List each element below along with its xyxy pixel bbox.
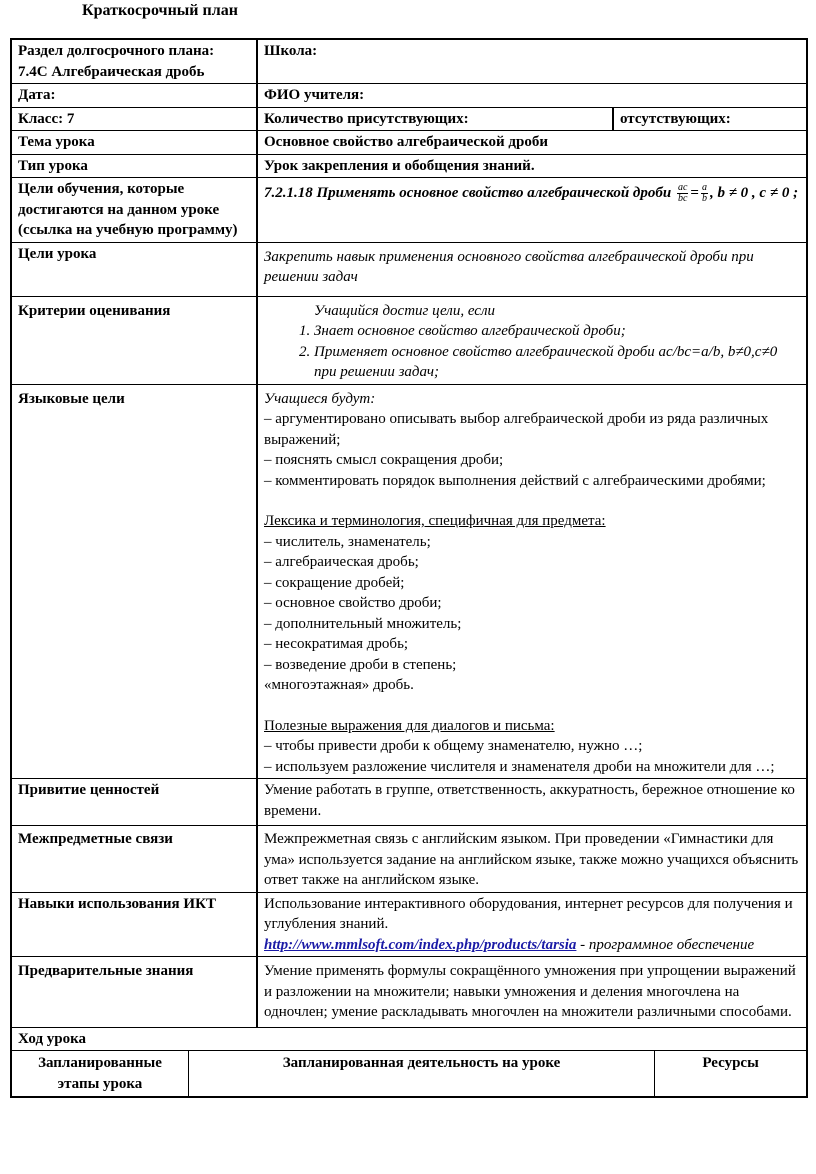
progress-label: Ход урока bbox=[11, 1027, 807, 1051]
language-goal: – комментировать порядок выполнения действий с алгебраическими дробями; bbox=[264, 472, 766, 489]
row-progress bbox=[11, 1027, 807, 1051]
ict-label: Навыки использования ИКТ bbox=[11, 892, 257, 957]
planned-activity-header: Запланированная деятельность на уроке bbox=[188, 1051, 654, 1096]
row-grade bbox=[11, 107, 807, 131]
planned-stages-header: Запланированные этапы урока bbox=[12, 1051, 188, 1096]
language-intro: Учащиеся будут: bbox=[264, 390, 376, 407]
topic-label: Тема урока bbox=[11, 131, 257, 155]
prior-knowledge-label: Предварительные знания bbox=[11, 957, 257, 1028]
lexicon-heading: Лексика и терминология, специфичная для предмета: bbox=[264, 513, 606, 529]
criteria-list bbox=[264, 321, 800, 383]
criteria-head: Учащийся достиг цели, если bbox=[314, 302, 495, 319]
row-type bbox=[11, 154, 807, 178]
row-lesson-goals bbox=[11, 242, 807, 296]
row-prior-knowledge bbox=[11, 957, 807, 1028]
values-value: Умение работать в группе, ответственность, аккуратность, бережное отношение ко времени. bbox=[257, 779, 807, 826]
present-count-field: Количество присутствующих: bbox=[257, 107, 613, 131]
language-value bbox=[257, 384, 807, 779]
lexicon-item: – сокращение дробей; bbox=[264, 574, 405, 591]
objectives-label: Цели обучения, которые достигаются на данном уроке (ссылка на учебную программу) bbox=[11, 178, 257, 243]
row-values bbox=[11, 779, 807, 826]
phrases-heading: Полезные выражения для диалогов и письма: bbox=[264, 717, 555, 734]
language-goal: – пояснять смысл сокращения дроби; bbox=[264, 452, 504, 468]
values-label: Привитие ценностей bbox=[11, 779, 257, 826]
bottom-header-table bbox=[12, 1051, 806, 1096]
ict-value: Использование интерактивного оборудования, интернет ресурсов для получения и углубления знаний. http://www.mmlsoft.com/index.php/products/tarsia - программное обеспечение bbox=[257, 892, 807, 957]
lexicon-item: – основное свойство дроби; bbox=[264, 595, 442, 611]
lesson-goals-value: Закрепить навык применения основного свойства алгебраической дроби при решении задач bbox=[257, 242, 807, 296]
lexicon-item: «многоэтажная» дробь. bbox=[264, 677, 414, 693]
type-label: Тип урока bbox=[11, 154, 257, 178]
phrase-item: – используем разложение числителя и знаменателя дроби на множители для …; bbox=[264, 758, 775, 775]
language-label: Языковые цели bbox=[11, 384, 257, 779]
lexicon-item: – возведение дроби в степень; bbox=[264, 656, 457, 673]
school-field: Школа: bbox=[257, 39, 807, 84]
prior-knowledge-value: Умение применять формулы сокращённого умножения при упрощении выражений и разложении на множители; навыки умножения и деления многочлена на одночлен; умение раскладывать многочлен на множители различными способами. bbox=[257, 957, 807, 1028]
lexicon-item: – числитель, знаменатель; bbox=[264, 533, 431, 550]
row-objectives bbox=[11, 178, 807, 243]
phrase-item: – чтобы привести дроби к общему знаменателю, нужно …; bbox=[264, 738, 643, 754]
row-cross-subject bbox=[11, 826, 807, 893]
resources-header: Ресурсы bbox=[655, 1051, 806, 1096]
fraction-a-b: $\frac{a}{b}$ bbox=[701, 182, 707, 205]
criteria-item: 1. Знает основное свойство алгебраической дроби; bbox=[314, 321, 800, 342]
date-label: Дата: bbox=[11, 84, 257, 108]
lexicon-item: – дополнительный множитель; bbox=[264, 615, 462, 632]
section-label: Раздел долгосрочного плана: 7.4С Алгебраическая дробь bbox=[11, 39, 257, 84]
teacher-field: ФИО учителя: bbox=[257, 84, 807, 108]
lexicon-item: – алгебраическая дробь; bbox=[264, 554, 419, 570]
language-goal: – аргументировано описывать выбор алгебраической дроби из ряда различных выражений; bbox=[264, 411, 769, 448]
row-bottom-header bbox=[11, 1051, 807, 1098]
criteria-value bbox=[257, 296, 807, 384]
page-title: Краткосрочный план bbox=[82, 2, 238, 19]
cross-subject-label: Межпредметные связи bbox=[11, 826, 257, 893]
type-value: Урок закрепления и обобщения знаний. bbox=[257, 154, 807, 178]
fraction-ac-bc: $\frac{ac}{bc}$ bbox=[677, 182, 688, 205]
lexicon-item: – несократимая дробь; bbox=[264, 636, 409, 652]
criteria-item: 2. Применяет основное свойство алгебраической дроби ac/bc=a/b, b≠0,c≠0 при решении задач; bbox=[314, 342, 800, 383]
row-language bbox=[11, 384, 807, 779]
row-ict bbox=[11, 892, 807, 957]
bottom-header-cell bbox=[11, 1051, 807, 1098]
row-topic bbox=[11, 131, 807, 155]
grade-label: Класс: 7 bbox=[11, 107, 257, 131]
topic-value: Основное свойство алгебраической дроби bbox=[257, 131, 807, 155]
row-criteria bbox=[11, 296, 807, 384]
row-section bbox=[11, 39, 807, 84]
tarsia-link[interactable]: http://www.mmlsoft.com/index.php/products/tarsia bbox=[264, 936, 577, 953]
cross-subject-value: Межпрежметная связь с английским языком. При проведении «Гимнастики для ума» используется задание на английском языке, также можно учащихся объяснить ответ также на английском языке. bbox=[257, 826, 807, 893]
lesson-goals-label: Цели урока bbox=[11, 242, 257, 296]
objectives-value: 7.2.1.18 Применять основное свойство алгебраической дроби $\frac{ac}{bc}$ = $\frac{a}{b}$ , b ≠ 0 , c ≠ 0 ; bbox=[257, 178, 807, 243]
criteria-label: Критерии оценивания bbox=[11, 296, 257, 384]
absent-count-field: отсутствующих: bbox=[613, 107, 807, 131]
lesson-plan-table bbox=[10, 38, 808, 1098]
row-date bbox=[11, 84, 807, 108]
